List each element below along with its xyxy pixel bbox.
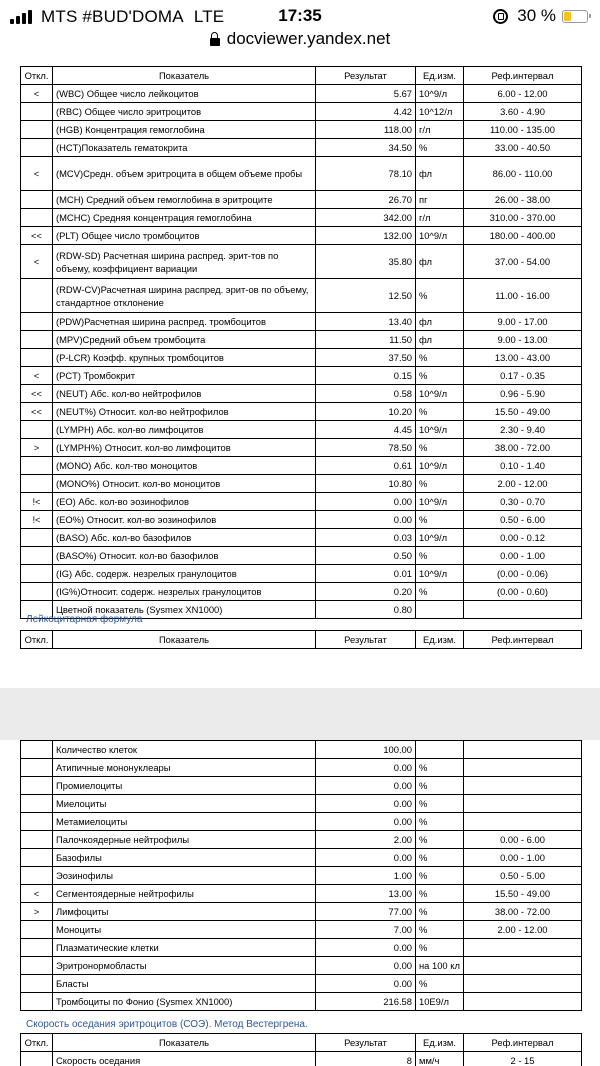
result-value: 11.50 — [316, 331, 416, 349]
result-value: 4.42 — [316, 103, 416, 121]
indicator-name: (MCHC) Средняя концентрация гемоглобина — [53, 209, 316, 227]
indicator-name: Сегментоядерные нейтрофилы — [53, 885, 316, 903]
table-row — [21, 157, 582, 191]
deviation-flag — [21, 759, 53, 777]
table-row — [21, 759, 582, 777]
reference-range: 33.00 - 40.50 — [464, 139, 582, 157]
result-value: 10.80 — [316, 475, 416, 493]
indicator-name: (MONO) Абс. кол-тво моноцитов — [53, 457, 316, 475]
table-row — [21, 547, 582, 565]
indicator-name: (NEUT) Абс. кол-во нейтрофилов — [53, 385, 316, 403]
indicator-name: (EO) Абс. кол-во эозинофилов — [53, 493, 316, 511]
result-value: 0.00 — [316, 777, 416, 795]
indicator-name: (RBC) Общее число эритроцитов — [53, 103, 316, 121]
unit-value: 10^9/л — [416, 565, 464, 583]
indicator-name: (HGB) Концентрация гемоглобина — [53, 121, 316, 139]
header-result: Результат — [316, 631, 416, 649]
table-row — [21, 957, 582, 975]
result-value: 8 — [316, 1052, 416, 1066]
header-ref: Реф.интервал — [464, 1034, 582, 1052]
result-value: 78.10 — [316, 157, 416, 191]
table-row — [21, 903, 582, 921]
result-value: 0.61 — [316, 457, 416, 475]
reference-range: 0.00 - 6.00 — [464, 831, 582, 849]
unit-value: 10^9/л — [416, 493, 464, 511]
reference-range: 0.17 - 0.35 — [464, 367, 582, 385]
unit-value: % — [416, 439, 464, 457]
table-row — [21, 939, 582, 957]
indicator-name: Атипичные мононуклеары — [53, 759, 316, 777]
deviation-flag: < — [21, 157, 53, 191]
deviation-flag — [21, 103, 53, 121]
result-value: 0.00 — [316, 975, 416, 993]
result-value: 0.01 — [316, 565, 416, 583]
reference-range: 0.96 - 5.90 — [464, 385, 582, 403]
reference-range — [464, 813, 582, 831]
deviation-flag — [21, 191, 53, 209]
result-value: 2.00 — [316, 831, 416, 849]
document-page-1 — [0, 54, 600, 688]
reference-range: 2.00 - 12.00 — [464, 475, 582, 493]
unit-value: % — [416, 403, 464, 421]
header-name: Показатель — [53, 1034, 316, 1052]
deviation-flag — [21, 957, 53, 975]
header-result: Результат — [316, 1034, 416, 1052]
indicator-name: (LYMPH) Абс. кол-во лимфоцитов — [53, 421, 316, 439]
indicator-name: (NEUT%) Относит. кол-во нейтрофилов — [53, 403, 316, 421]
indicator-name: Палочкоядерные нейтрофилы — [53, 831, 316, 849]
reference-range: (0.00 - 0.06) — [464, 565, 582, 583]
table-row — [21, 475, 582, 493]
reference-range: 0.00 - 1.00 — [464, 547, 582, 565]
reference-range: 9.00 - 17.00 — [464, 313, 582, 331]
result-value: 342.00 — [316, 209, 416, 227]
reference-range: 2.00 - 12.00 — [464, 921, 582, 939]
deviation-flag — [21, 421, 53, 439]
deviation-flag — [21, 139, 53, 157]
indicator-name: Моноциты — [53, 921, 316, 939]
unit-value: фл — [416, 331, 464, 349]
unit-value: % — [416, 867, 464, 885]
reference-range: 86.00 - 110.00 — [464, 157, 582, 191]
result-value: 5.67 — [316, 85, 416, 103]
unit-value: % — [416, 939, 464, 957]
result-value: 0.00 — [316, 759, 416, 777]
unit-value: % — [416, 885, 464, 903]
table-row — [21, 403, 582, 421]
reference-range: 0.10 - 1.40 — [464, 457, 582, 475]
reference-range: 37.00 - 54.00 — [464, 245, 582, 279]
deviation-flag — [21, 975, 53, 993]
unit-value: 10^9/л — [416, 227, 464, 245]
table-row — [21, 191, 582, 209]
deviation-flag — [21, 547, 53, 565]
result-value: 0.00 — [316, 957, 416, 975]
unit-value: 10^9/л — [416, 421, 464, 439]
reference-range — [464, 993, 582, 1011]
result-value: 0.15 — [316, 367, 416, 385]
leuko-table — [20, 740, 582, 1011]
table-row — [21, 139, 582, 157]
table-row — [21, 813, 582, 831]
table-row — [21, 777, 582, 795]
result-value: 0.50 — [316, 547, 416, 565]
indicator-name: Эозинофилы — [53, 867, 316, 885]
indicator-name: (P-LCR) Коэфф. крупных тромбоцитов — [53, 349, 316, 367]
table-row — [21, 279, 582, 313]
table-row — [21, 227, 582, 245]
header-flag: Откл. — [21, 67, 53, 85]
result-value: 118.00 — [316, 121, 416, 139]
reference-range — [464, 741, 582, 759]
result-value: 100.00 — [316, 741, 416, 759]
unit-value: 10^12/л — [416, 103, 464, 121]
reference-range — [464, 795, 582, 813]
table-row — [21, 385, 582, 403]
unit-value: 10E9/л — [416, 993, 464, 1011]
header-flag: Откл. — [21, 631, 53, 649]
battery-percent: 30 % — [517, 6, 556, 25]
deviation-flag — [21, 475, 53, 493]
indicator-name: (HCT)Показатель гематокрита — [53, 139, 316, 157]
deviation-flag: < — [21, 245, 53, 279]
indicator-name: Лимфоциты — [53, 903, 316, 921]
esr-section-title: Скорость оседания эритроцитов (СОЭ). Метод Вестергрена. — [26, 1019, 308, 1030]
table-row — [21, 741, 582, 759]
indicator-name: Бласты — [53, 975, 316, 993]
deviation-flag — [21, 209, 53, 227]
indicator-name: (BASO%) Относит. кол-во базофилов — [53, 547, 316, 565]
reference-range: (0.00 - 0.60) — [464, 583, 582, 601]
reference-range — [464, 759, 582, 777]
unit-value: % — [416, 921, 464, 939]
lock-icon — [210, 38, 220, 46]
unit-value: % — [416, 903, 464, 921]
header-unit: Ед.изм. — [416, 1034, 464, 1052]
reference-range: 26.00 - 38.00 — [464, 191, 582, 209]
unit-value: 10^9/л — [416, 529, 464, 547]
unit-value: % — [416, 759, 464, 777]
deviation-flag: > — [21, 439, 53, 457]
indicator-name: (PDW)Расчетная ширина распред. тромбоцитов — [53, 313, 316, 331]
unit-value: % — [416, 849, 464, 867]
reference-range: 38.00 - 72.00 — [464, 439, 582, 457]
table-row — [21, 103, 582, 121]
deviation-flag: < — [21, 367, 53, 385]
deviation-flag — [21, 529, 53, 547]
header-name: Показатель — [53, 631, 316, 649]
deviation-flag: !< — [21, 511, 53, 529]
orientation-lock-icon — [493, 9, 508, 24]
result-value: 7.00 — [316, 921, 416, 939]
reference-range — [464, 939, 582, 957]
reference-range: 9.00 - 13.00 — [464, 331, 582, 349]
indicator-name: (MCV)Средн. объем эритроцита в общем объеме пробы — [53, 157, 316, 191]
unit-value: на 100 кл — [416, 957, 464, 975]
reference-range: 180.00 - 400.00 — [464, 227, 582, 245]
result-value: 0.00 — [316, 511, 416, 529]
reference-range: 0.30 - 0.70 — [464, 493, 582, 511]
result-value: 77.00 — [316, 903, 416, 921]
reference-range — [464, 601, 582, 619]
reference-range: 0.00 - 0.12 — [464, 529, 582, 547]
deviation-flag — [21, 939, 53, 957]
result-value: 132.00 — [316, 227, 416, 245]
unit-value: % — [416, 511, 464, 529]
deviation-flag — [21, 565, 53, 583]
table-row — [21, 493, 582, 511]
table-header-row — [21, 1034, 582, 1052]
deviation-flag — [21, 121, 53, 139]
indicator-name: (WBC) Общее число лейкоцитов — [53, 85, 316, 103]
table-row — [21, 331, 582, 349]
result-value: 0.58 — [316, 385, 416, 403]
indicator-name: (PCT) Тромбокрит — [53, 367, 316, 385]
table-row — [21, 885, 582, 903]
unit-value: пг — [416, 191, 464, 209]
deviation-flag — [21, 583, 53, 601]
table-row — [21, 1052, 582, 1066]
indicator-name: (RDW-SD) Расчетная ширина распред. эрит-тов по объему, коэффициент вариации — [53, 245, 316, 279]
header-ref: Реф.интервал — [464, 67, 582, 85]
indicator-name: (MPV)Средний объем тромбоцита — [53, 331, 316, 349]
table-row — [21, 313, 582, 331]
indicator-name: Миелоциты — [53, 795, 316, 813]
battery-info — [493, 6, 588, 26]
deviation-flag: !< — [21, 493, 53, 511]
result-value: 78.50 — [316, 439, 416, 457]
deviation-flag: < — [21, 885, 53, 903]
deviation-flag — [21, 813, 53, 831]
indicator-name: (IG) Абс. содерж. незрелых гранулоцитов — [53, 565, 316, 583]
deviation-flag: < — [21, 85, 53, 103]
unit-value: фл — [416, 157, 464, 191]
leuko-header-table — [20, 630, 582, 649]
unit-value: % — [416, 367, 464, 385]
indicator-name: (EO%) Относит. кол-во эозинофилов — [53, 511, 316, 529]
indicator-name: Метамиелоциты — [53, 813, 316, 831]
reference-range: 0.50 - 5.00 — [464, 867, 582, 885]
indicator-name: Базофилы — [53, 849, 316, 867]
table-row — [21, 421, 582, 439]
unit-value: 10^9/л — [416, 457, 464, 475]
unit-value: фл — [416, 313, 464, 331]
result-value: 0.00 — [316, 795, 416, 813]
deviation-flag — [21, 457, 53, 475]
table-row — [21, 457, 582, 475]
table-row — [21, 565, 582, 583]
result-value: 26.70 — [316, 191, 416, 209]
indicator-name: Эритронормобласты — [53, 957, 316, 975]
page-gap — [0, 688, 600, 740]
indicator-name: (PLT) Общее число тромбоцитов — [53, 227, 316, 245]
document-page-2 — [0, 740, 600, 1066]
deviation-flag — [21, 849, 53, 867]
indicator-name: Количество клеток — [53, 741, 316, 759]
reference-range: 0.00 - 1.00 — [464, 849, 582, 867]
leuko-section-title: Лейкоцитарная формула — [26, 614, 143, 625]
unit-value: % — [416, 813, 464, 831]
result-value: 4.45 — [316, 421, 416, 439]
deviation-flag — [21, 331, 53, 349]
unit-value: % — [416, 547, 464, 565]
deviation-flag — [21, 795, 53, 813]
network-type: LTE — [193, 7, 225, 26]
reference-range: 11.00 - 16.00 — [464, 279, 582, 313]
indicator-name: Тромбоциты по Фонио (Sysmex XN1000) — [53, 993, 316, 1011]
result-value: 37.50 — [316, 349, 416, 367]
carrier-name: MTS #BUD'DOMA — [41, 7, 184, 26]
table-row — [21, 349, 582, 367]
reference-range — [464, 975, 582, 993]
table-row — [21, 511, 582, 529]
indicator-name: (MONO%) Относит. кол-во моноцитов — [53, 475, 316, 493]
header-name: Показатель — [53, 67, 316, 85]
deviation-flag — [21, 867, 53, 885]
result-value: 0.80 — [316, 601, 416, 619]
reference-range — [464, 957, 582, 975]
table-header-row — [21, 67, 582, 85]
indicator-name: (RDW-CV)Расчетная ширина распред. эрит-ов по объему, стандартное отклонение — [53, 279, 316, 313]
reference-range: 38.00 - 72.00 — [464, 903, 582, 921]
deviation-flag — [21, 993, 53, 1011]
deviation-flag: << — [21, 385, 53, 403]
table-row — [21, 993, 582, 1011]
result-value: 0.00 — [316, 939, 416, 957]
table-row — [21, 209, 582, 227]
reference-range: 13.00 - 43.00 — [464, 349, 582, 367]
deviation-flag — [21, 279, 53, 313]
unit-value: % — [416, 475, 464, 493]
table-row — [21, 367, 582, 385]
unit-value: г/л — [416, 121, 464, 139]
result-value: 34.50 — [316, 139, 416, 157]
unit-value: % — [416, 139, 464, 157]
clock: 17:35 — [278, 6, 322, 25]
deviation-flag — [21, 1052, 53, 1066]
result-value: 12.50 — [316, 279, 416, 313]
result-value: 35.80 — [316, 245, 416, 279]
header-ref: Реф.интервал — [464, 631, 582, 649]
unit-value: % — [416, 831, 464, 849]
table-row — [21, 439, 582, 457]
result-value: 0.00 — [316, 493, 416, 511]
result-value: 1.00 — [316, 867, 416, 885]
esr-table — [20, 1033, 582, 1066]
result-value: 13.40 — [316, 313, 416, 331]
unit-value: 10^9/л — [416, 385, 464, 403]
unit-value: г/л — [416, 209, 464, 227]
table-row — [21, 867, 582, 885]
reference-range: 15.50 - 49.00 — [464, 885, 582, 903]
deviation-flag — [21, 741, 53, 759]
unit-value: 10^9/л — [416, 85, 464, 103]
deviation-flag — [21, 313, 53, 331]
deviation-flag — [21, 777, 53, 795]
indicator-name: (LYMPH%) Относит. кол-во лимфоцитов — [53, 439, 316, 457]
reference-range: 0.50 - 6.00 — [464, 511, 582, 529]
unit-value: % — [416, 795, 464, 813]
indicator-name: Скорость оседания — [53, 1052, 316, 1066]
unit-value: % — [416, 583, 464, 601]
unit-value — [416, 741, 464, 759]
table-row — [21, 795, 582, 813]
table-row — [21, 975, 582, 993]
url-text: docviewer.yandex.net — [226, 29, 391, 48]
table-row — [21, 849, 582, 867]
unit-value: фл — [416, 245, 464, 279]
deviation-flag: << — [21, 227, 53, 245]
result-value: 0.00 — [316, 813, 416, 831]
result-value: 10.20 — [316, 403, 416, 421]
unit-value: % — [416, 777, 464, 795]
deviation-flag: << — [21, 403, 53, 421]
status-bar — [0, 0, 600, 60]
result-value: 0.03 — [316, 529, 416, 547]
reference-range: 110.00 - 135.00 — [464, 121, 582, 139]
indicator-name: Цветной показатель (Sysmex XN1000) — [53, 601, 316, 619]
unit-value: мм/ч — [416, 1052, 464, 1066]
deviation-flag — [21, 349, 53, 367]
unit-value: % — [416, 349, 464, 367]
reference-range — [464, 777, 582, 795]
table-row — [21, 121, 582, 139]
header-unit: Ед.изм. — [416, 631, 464, 649]
cbc-table — [20, 66, 582, 619]
unit-value — [416, 601, 464, 619]
deviation-flag — [21, 921, 53, 939]
reference-range: 2.30 - 9.40 — [464, 421, 582, 439]
address-bar[interactable] — [0, 29, 600, 49]
unit-value: % — [416, 279, 464, 313]
unit-value: % — [416, 975, 464, 993]
battery-icon — [562, 10, 588, 23]
header-unit: Ед.изм. — [416, 67, 464, 85]
table-row — [21, 831, 582, 849]
deviation-flag: > — [21, 903, 53, 921]
reference-range: 310.00 - 370.00 — [464, 209, 582, 227]
indicator-name: Промиелоциты — [53, 777, 316, 795]
table-row — [21, 245, 582, 279]
result-value: 0.20 — [316, 583, 416, 601]
result-value: 13.00 — [316, 885, 416, 903]
reference-range: 3.60 - 4.90 — [464, 103, 582, 121]
header-result: Результат — [316, 67, 416, 85]
table-row — [21, 583, 582, 601]
table-row — [21, 85, 582, 103]
reference-range: 15.50 - 49.00 — [464, 403, 582, 421]
result-value: 0.00 — [316, 849, 416, 867]
reference-range: 2 - 15 — [464, 1052, 582, 1066]
table-header-row — [21, 631, 582, 649]
indicator-name: (MCH) Средний объем гемоглобина в эритроците — [53, 191, 316, 209]
deviation-flag — [21, 831, 53, 849]
indicator-name: Плазматические клетки — [53, 939, 316, 957]
indicator-name: (BASO) Абс. кол-во базофилов — [53, 529, 316, 547]
header-flag: Откл. — [21, 1034, 53, 1052]
table-row — [21, 529, 582, 547]
indicator-name: (IG%)Относит. содерж. незрелых гранулоцитов — [53, 583, 316, 601]
table-row — [21, 921, 582, 939]
reference-range: 6.00 - 12.00 — [464, 85, 582, 103]
result-value: 216.58 — [316, 993, 416, 1011]
